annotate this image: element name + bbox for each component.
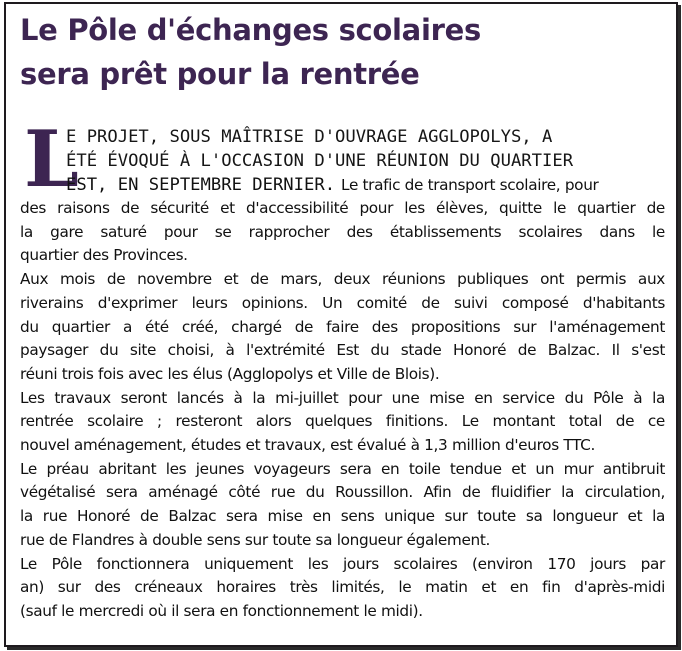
text-line: des raisons de sécurité et d'accessibilité pour les élèves, quitte le quartier de [20, 199, 665, 217]
text-line: rue de Flandres à double sens sur toute sa longueur également. [20, 530, 491, 549]
text-line: riverains d'exprimer leurs opinions. Un comité de suivi composé d'habitants [20, 293, 665, 312]
lead-line-2: ÉTÉ ÉVOQUÉ À L'OCCASION D'UNE RÉUNION DU QUARTIER [66, 151, 574, 171]
lead-line-3 [66, 173, 598, 197]
text-line: Le Pôle fonctionnera uniquement les jours scolaires (environ 170 jours par [20, 554, 665, 573]
article-headline [20, 8, 660, 96]
text-line: réuni trois fois avec les élus (Agglopolys et Ville de Blois). [20, 364, 440, 383]
text-line: Le préau abritant les jeunes voyageurs sera en toile tendue et un mur antibruit [20, 459, 665, 478]
text-line: la gare saturé pour se rapprocher des établissements scolaires dans le [20, 222, 665, 241]
article-frame [4, 2, 678, 647]
text-line: (sauf le mercredi où il sera en fonctionnement le midi). [20, 601, 423, 620]
body-text [20, 197, 665, 624]
text-line: an) sur des créneaux horaires très limités, le matin et en fin d'après-midi [20, 578, 665, 597]
headline-line-2: sera prêt pour la rentrée [20, 57, 420, 91]
text-line: du quartier a été créé, chargé de faire des propositions sur l'aménagement [20, 317, 665, 336]
text-line: la rue Honoré de Balzac sera mise en sens unique sur toute sa longueur et la [20, 507, 665, 526]
text-line: paysager du site choisi, à l'extrémité Est du stade Honoré de Balzac. Il s'est [20, 341, 665, 360]
article-body [20, 114, 665, 624]
text-line: végétalisé sera aménagé côté rue du Roussillon. Afin de fluidifier la circulation, [20, 483, 665, 502]
lead-line-3-caps: EST, EN SEPTEMBRE DERNIER. [66, 175, 336, 195]
lead-line-1: E PROJET, SOUS MAÎTRISE D'OUVRAGE AGGLOPOLYS, A [66, 127, 553, 147]
text-line: Aux mois de novembre et de mars, deux réunions publiques ont permis aux [20, 270, 665, 289]
lead-line-3-text: Le trafic de transport scolaire, pour [341, 176, 599, 194]
text-line: quartier des Provinces. [20, 246, 188, 265]
drop-cap: L [24, 114, 79, 205]
text-line: rentrée scolaire ; resteront alors quelques finitions. Le montant total de ce [20, 412, 665, 431]
text-line: Les travaux seront lancés à la mi-juillet pour une mise en service du Pôle à la [20, 388, 665, 407]
headline-line-1: Le Pôle d'échanges scolaires [20, 13, 481, 47]
lead-paragraph [20, 114, 665, 205]
text-line: nouvel aménagement, études et travaux, est évalué à 1,3 million d'euros TTC. [20, 436, 595, 455]
